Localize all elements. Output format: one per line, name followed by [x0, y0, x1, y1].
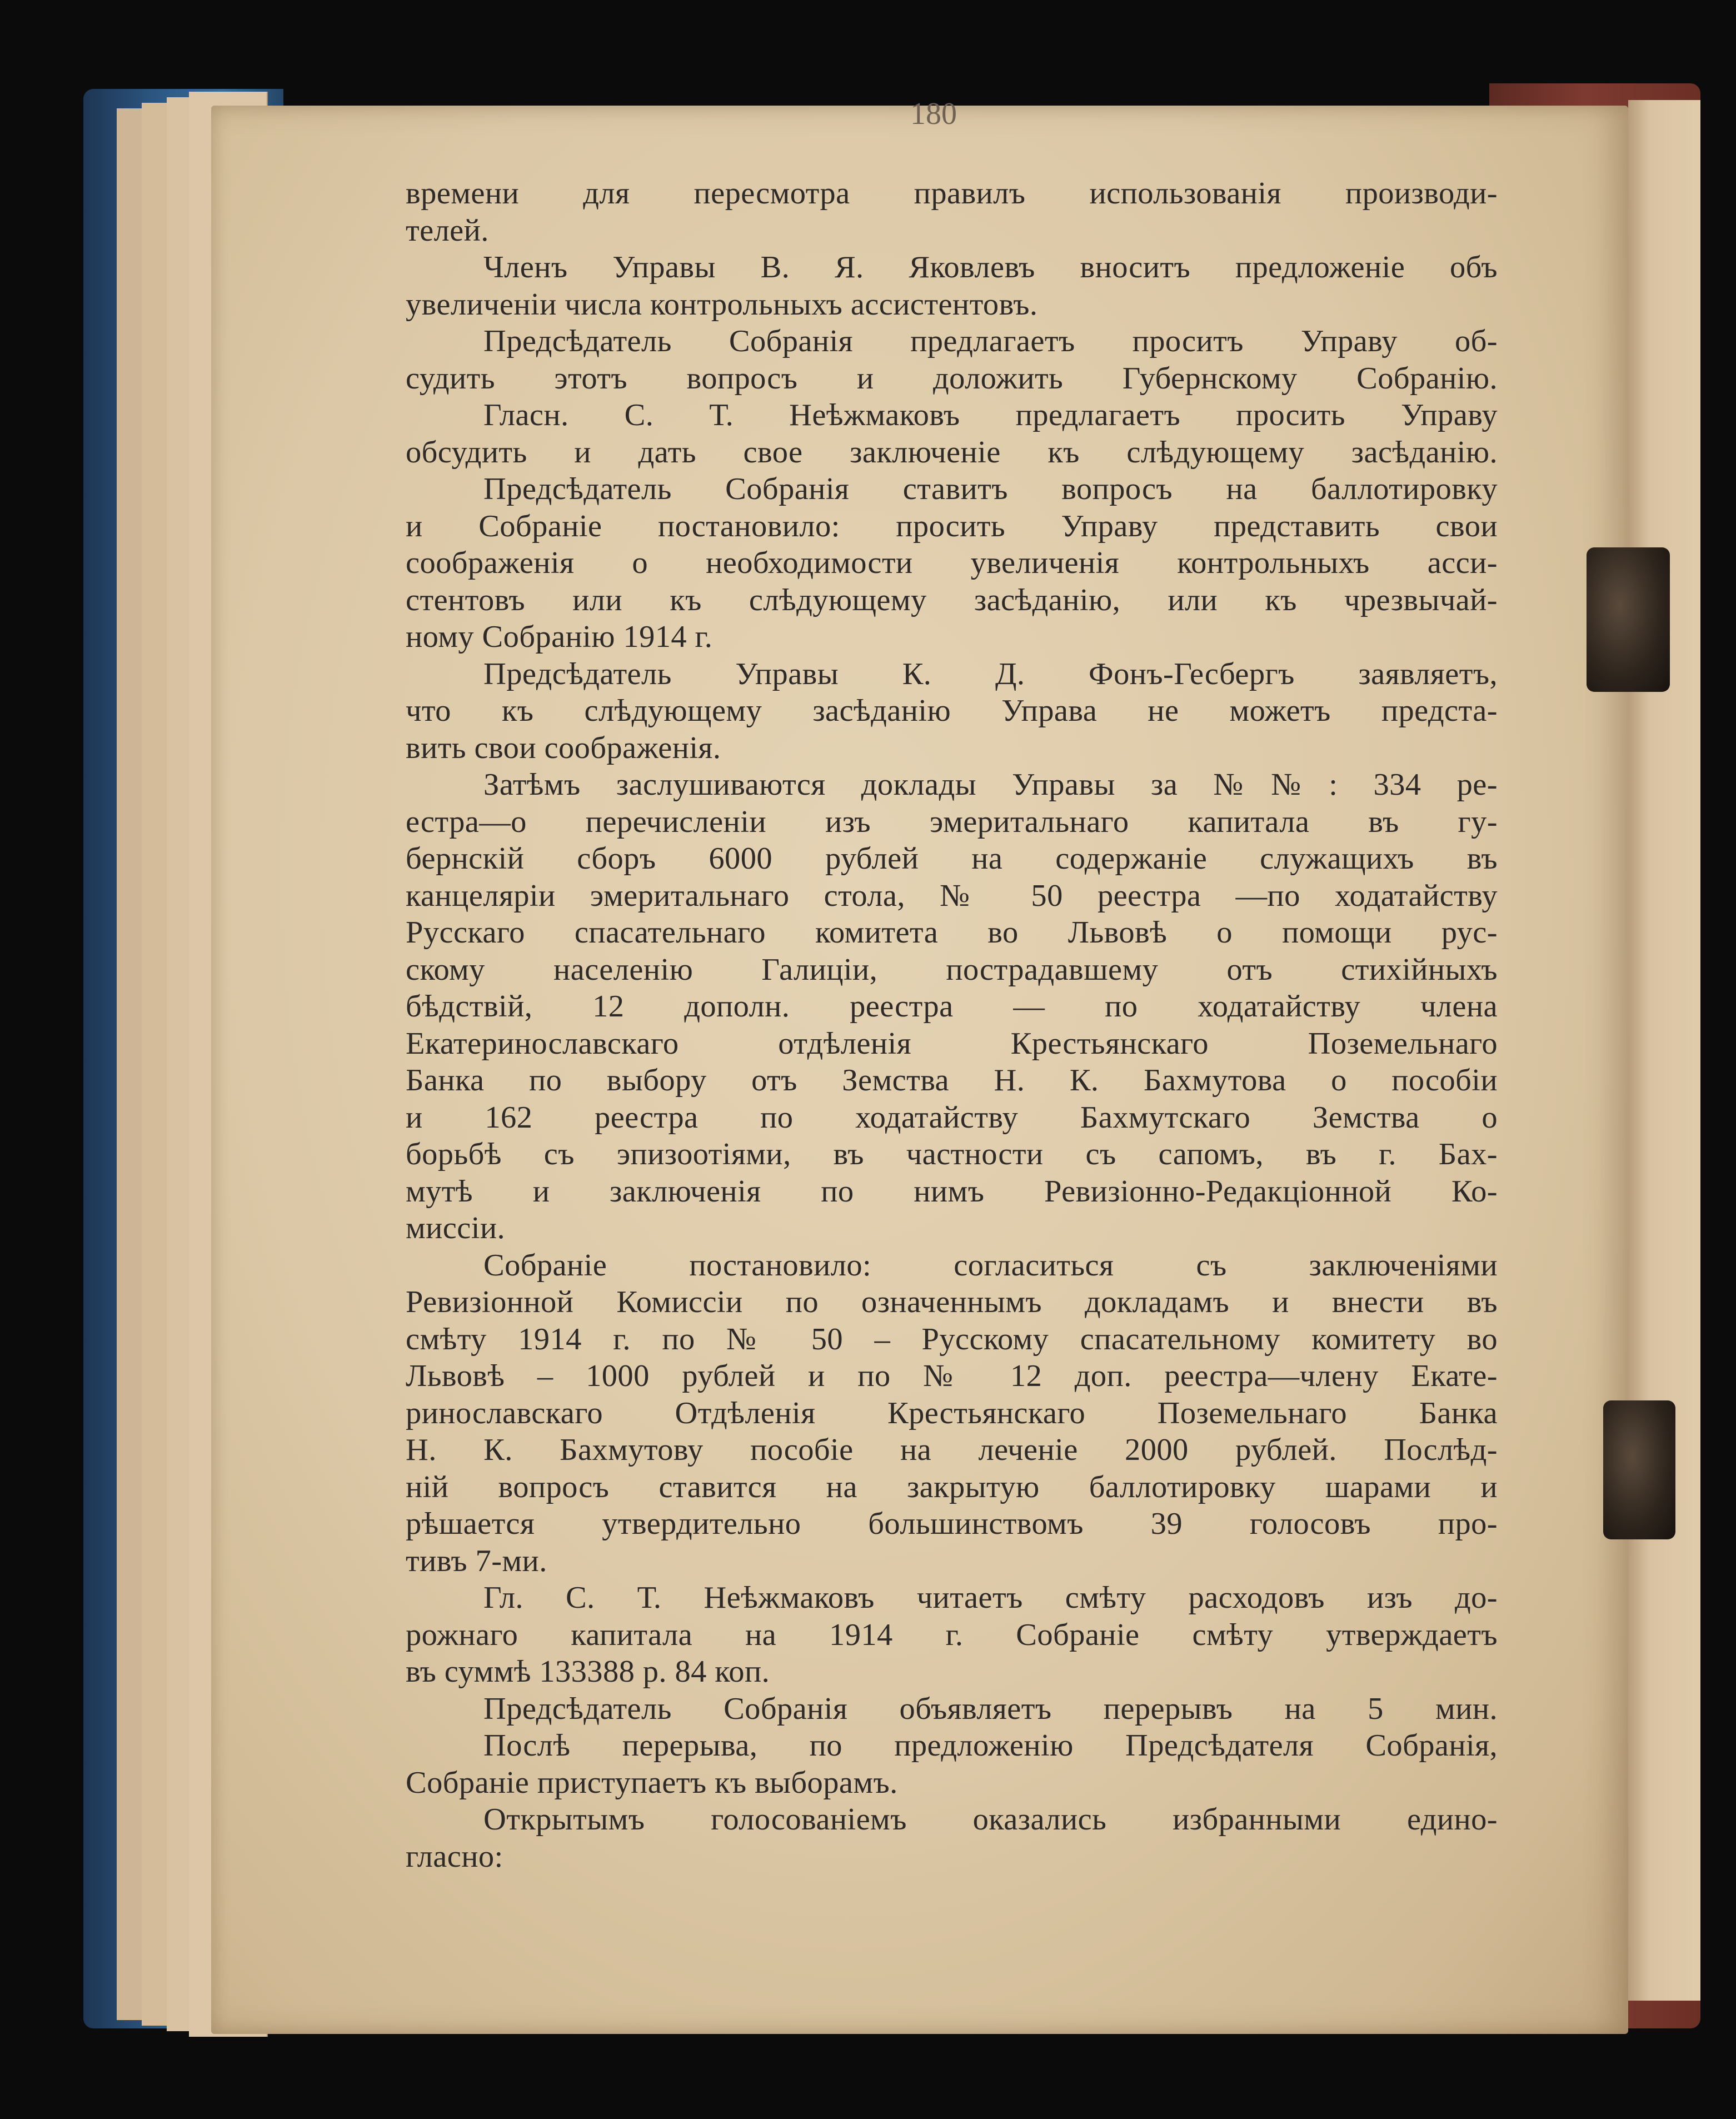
text-line	[406, 1432, 1498, 1469]
text-line	[406, 360, 1498, 397]
text-line-content: Гласн. С. Т. Неѣжмаковъ предлагаетъ просить Управу	[483, 398, 1498, 432]
text-line	[406, 1505, 1498, 1543]
text-line	[406, 1136, 1498, 1173]
text-line	[406, 175, 1498, 212]
text-line-content: естра—о перечисленіи изъ эмеритальнаго капитала въ гу-	[406, 804, 1498, 839]
text-line	[406, 1321, 1498, 1358]
text-line-content: Русскаго спасательнаго комитета во Львовѣ о помощи рус-	[406, 915, 1498, 950]
text-line-content: Ревизіонной Комиссіи по означеннымъ докладамъ и внести въ	[406, 1285, 1498, 1319]
binding-clip	[1587, 547, 1670, 692]
text-line-content: тивъ 7-ми.	[406, 1543, 547, 1578]
text-line-content: гласно:	[406, 1839, 503, 1874]
text-line	[406, 1247, 1498, 1284]
text-line-content: Предсѣдатель Собранія объявляетъ перерывъ на 5 мин.	[483, 1691, 1498, 1726]
text-line	[406, 619, 1498, 656]
text-line-content: миссіи.	[406, 1211, 506, 1245]
text-line-content: бѣдствій, 12 дополн. реестра — по ходатайству члена	[406, 989, 1498, 1024]
text-line-content: рѣшается утвердительно большинствомъ 39 голосовъ про-	[406, 1507, 1498, 1541]
text-line-content: ній вопросъ ставится на закрытую баллотировку шарами и	[406, 1469, 1498, 1504]
text-line-content: вить свои соображенія.	[406, 730, 721, 765]
text-line	[406, 730, 1498, 767]
text-line-content: Львовѣ – 1000 рублей и по № 12 доп. реестра—члену Екате-	[406, 1359, 1498, 1393]
text-line-content: стентовъ или къ слѣдующему засѣданію, или къ чрезвычай-	[406, 582, 1498, 617]
binding-clip	[1603, 1400, 1675, 1539]
text-line-content: телей.	[406, 213, 489, 248]
text-line-content: Предсѣдатель Собранія предлагаетъ проситъ Управу об-	[483, 324, 1498, 358]
text-line-content: Предсѣдатель Собранія ставитъ вопросъ на баллотировку	[483, 472, 1498, 506]
text-line	[406, 249, 1498, 286]
text-line	[406, 1543, 1498, 1580]
text-line-content: борьбѣ съ эпизоотіями, въ частности съ сапомъ, въ г. Бах-	[406, 1137, 1498, 1171]
text-line	[406, 545, 1498, 582]
text-line	[406, 1838, 1498, 1876]
text-line-content: Предсѣдатель Управы К. Д. Фонъ-Гесбергъ заявляетъ,	[483, 656, 1498, 691]
text-line	[406, 471, 1498, 508]
text-line-content: увеличеніи числа контрольныхъ ассистентовъ.	[406, 287, 1038, 322]
text-line-content: въ суммѣ 133388 р. 84 коп.	[406, 1654, 770, 1689]
text-line-content: Екатеринославскаго отдѣленія Крестьянскаго Поземельнаго	[406, 1026, 1498, 1061]
text-line	[406, 434, 1498, 471]
text-line	[406, 1062, 1498, 1099]
book-page	[211, 97, 1628, 2034]
text-line-content: Затѣмъ заслушиваются доклады Управы за №№: 334 ре-	[483, 767, 1498, 802]
text-line-content: Собраніе постановило: согласиться съ заключеніями	[483, 1248, 1498, 1283]
text-line-content: мутѣ и заключенія по нимъ Ревизіонно-Редакціонной Ко-	[406, 1174, 1498, 1209]
text-line-content: ринославскаго Отдѣленія Крестьянскаго Поземельнаго Банка	[406, 1395, 1498, 1430]
text-line-content: канцеляріи эмеритальнаго стола, № 50 реестра —по ходатайству	[406, 878, 1498, 913]
text-line-content: Членъ Управы В. Я. Яковлевъ вноситъ предложеніе объ	[483, 250, 1498, 285]
text-line	[406, 1469, 1498, 1506]
text-line-content: смѣту 1914 г. по № 50 – Русскому спасательному комитету во	[406, 1322, 1498, 1357]
text-line	[406, 988, 1498, 1025]
text-line-content: обсудить и дать свое заключеніе къ слѣдующему засѣданію.	[406, 435, 1498, 470]
text-line	[406, 804, 1498, 841]
text-line	[406, 1173, 1498, 1210]
text-line-content: соображенія о необходимости увеличенія контрольныхъ асси-	[406, 546, 1498, 580]
next-page-leaf	[1628, 100, 1700, 2001]
text-line	[406, 212, 1498, 250]
text-line-content: ному Собранію 1914 г.	[406, 620, 713, 654]
text-line	[406, 1395, 1498, 1432]
text-line	[406, 397, 1498, 434]
text-line-content: и Собраніе постановило: просить Управу представить свои	[406, 508, 1498, 544]
text-line	[406, 840, 1498, 877]
text-line-content: бернскій сборъ 6000 рублей на содержаніе служащихъ въ	[406, 841, 1498, 876]
text-line	[406, 1579, 1498, 1617]
text-line	[406, 914, 1498, 951]
text-line-content: и 162 реестра по ходатайству Бахмутскаго Земства о	[406, 1100, 1498, 1135]
text-line	[406, 1358, 1498, 1395]
text-line-content: что къ слѣдующему засѣданію Управа не можетъ предста-	[406, 694, 1498, 728]
page-number: 180	[910, 97, 957, 131]
text-line	[406, 508, 1498, 545]
text-line	[406, 656, 1498, 693]
text-line-content: Собраніе приступаетъ къ выборамъ.	[406, 1765, 898, 1800]
text-line	[406, 1025, 1498, 1063]
text-line	[406, 951, 1498, 989]
text-line	[406, 692, 1498, 730]
text-line	[406, 766, 1498, 804]
text-line	[406, 1284, 1498, 1321]
text-line-content: судить этотъ вопросъ и доложить Губернскому Собранію.	[406, 361, 1498, 396]
text-line-content: Н. К. Бахмутову пособіе на леченіе 2000 рублей. Послѣд-	[406, 1433, 1498, 1467]
text-line-content: Гл. С. Т. Неѣжмаковъ читаетъ смѣту расходовъ изъ до-	[483, 1580, 1498, 1615]
text-line	[406, 1727, 1498, 1764]
text-line	[406, 1210, 1498, 1247]
text-line-content: времени для пересмотра правилъ использованія производи-	[406, 176, 1498, 211]
text-line-content: Открытымъ голосованіемъ оказались избранными едино-	[483, 1802, 1498, 1837]
text-line	[406, 582, 1498, 619]
text-line	[406, 1617, 1498, 1654]
text-line-content: Банка по выбору отъ Земства Н. К. Бахмутова о пособіи	[406, 1063, 1498, 1098]
text-line-content: Послѣ перерыва, по предложенію Предсѣдателя Собранія,	[483, 1728, 1498, 1763]
text-line	[406, 1653, 1498, 1691]
text-line-content: рожнаго капитала на 1914 г. Собраніе смѣту утверждаетъ	[406, 1617, 1498, 1652]
text-line	[406, 1801, 1498, 1838]
page-body-text	[406, 175, 1498, 1875]
text-line	[406, 323, 1498, 360]
text-line	[406, 877, 1498, 915]
text-line	[406, 286, 1498, 323]
text-line	[406, 1099, 1498, 1136]
text-line	[406, 1691, 1498, 1728]
text-line-content: скому населенію Галиціи, пострадавшему отъ стихійныхъ	[406, 952, 1498, 987]
text-line	[406, 1764, 1498, 1802]
